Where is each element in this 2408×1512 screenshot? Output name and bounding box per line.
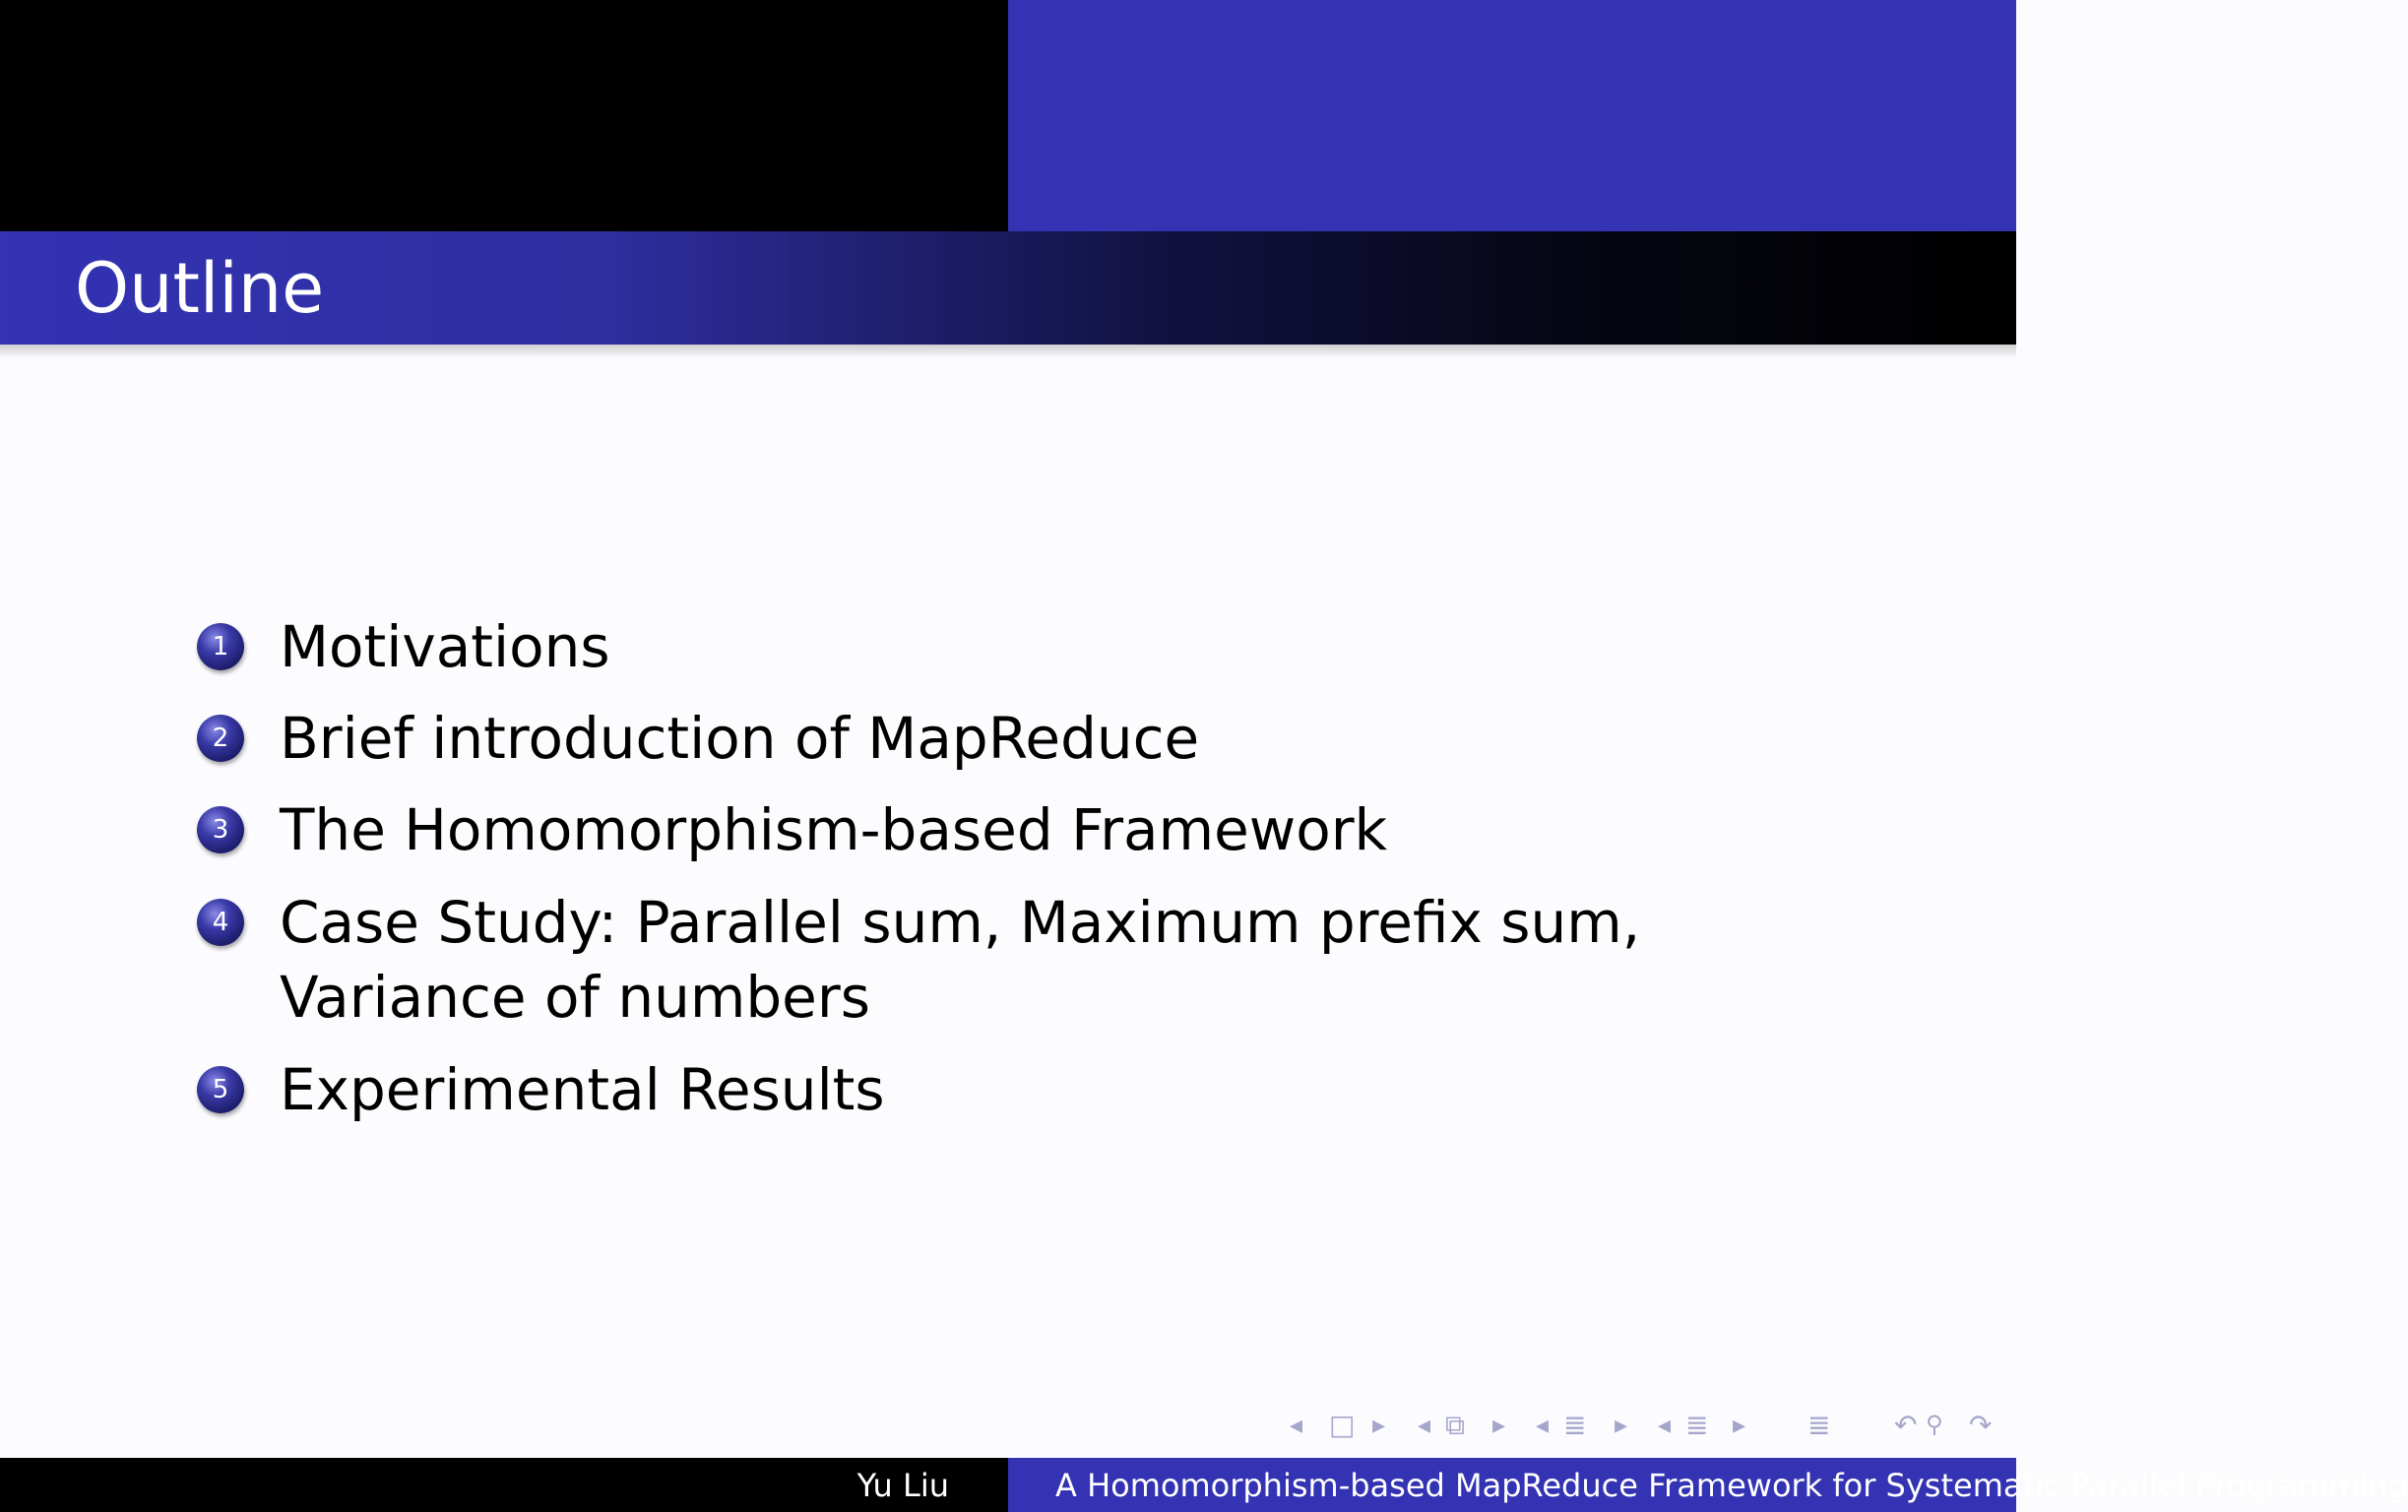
item-number-ball: 2	[197, 715, 244, 762]
prev-subsection-arrow-icon[interactable]: ◂	[1418, 1411, 1431, 1440]
next-subsection-arrow-icon[interactable]: ▸	[1492, 1411, 1506, 1440]
undo-icon[interactable]: ↶	[1894, 1409, 1918, 1441]
outline-item-framework[interactable]: The Homomorphism-based Framework	[280, 796, 1388, 863]
subsection-icon[interactable]: ⧉	[1445, 1409, 1465, 1441]
outline-item-case-study[interactable]: Case Study: Parallel sum, Maximum prefix sum, Variance of numbers	[280, 889, 1641, 1031]
frame-icon[interactable]: □	[1329, 1409, 1356, 1441]
prev-frame-arrow-icon[interactable]: ◂	[1290, 1411, 1303, 1440]
prev-document-arrow-icon[interactable]: ◂	[1658, 1411, 1672, 1440]
item-number-ball: 4	[197, 899, 244, 946]
next-document-arrow-icon[interactable]: ▸	[1733, 1411, 1746, 1440]
footer-author-panel	[0, 1458, 1008, 1512]
document-icon[interactable]: ≣	[1685, 1409, 1709, 1441]
redo-icon[interactable]: ↷	[1969, 1409, 1993, 1441]
outline-item-motivations[interactable]: Motivations	[280, 613, 610, 680]
frame-title: Outline	[75, 248, 325, 329]
next-frame-arrow-icon[interactable]: ▸	[1372, 1411, 1386, 1440]
footer-title-panel	[1008, 1458, 2408, 1512]
search-icon[interactable]: ⚲	[1926, 1411, 1943, 1438]
appendix-icon[interactable]: ≣	[1807, 1409, 1831, 1441]
outline-item-mapreduce-intro[interactable]: Brief introduction of MapReduce	[280, 705, 1200, 772]
item-number-ball: 5	[197, 1066, 244, 1113]
outline-item-experimental-results[interactable]: Experimental Results	[280, 1056, 885, 1123]
prev-section-arrow-icon[interactable]: ◂	[1536, 1411, 1550, 1440]
navigation-symbols	[1290, 1411, 2008, 1446]
footer-title: A Homomorphism-based MapReduce Framework for Systematic Parallel Programming	[1055, 1467, 2408, 1504]
item-number-ball: 1	[197, 623, 244, 670]
footer-author: Yu Liu	[856, 1467, 949, 1504]
section-icon[interactable]: ≣	[1563, 1409, 1587, 1441]
item-number-ball: 3	[197, 806, 244, 853]
next-section-arrow-icon[interactable]: ▸	[1615, 1411, 1628, 1440]
